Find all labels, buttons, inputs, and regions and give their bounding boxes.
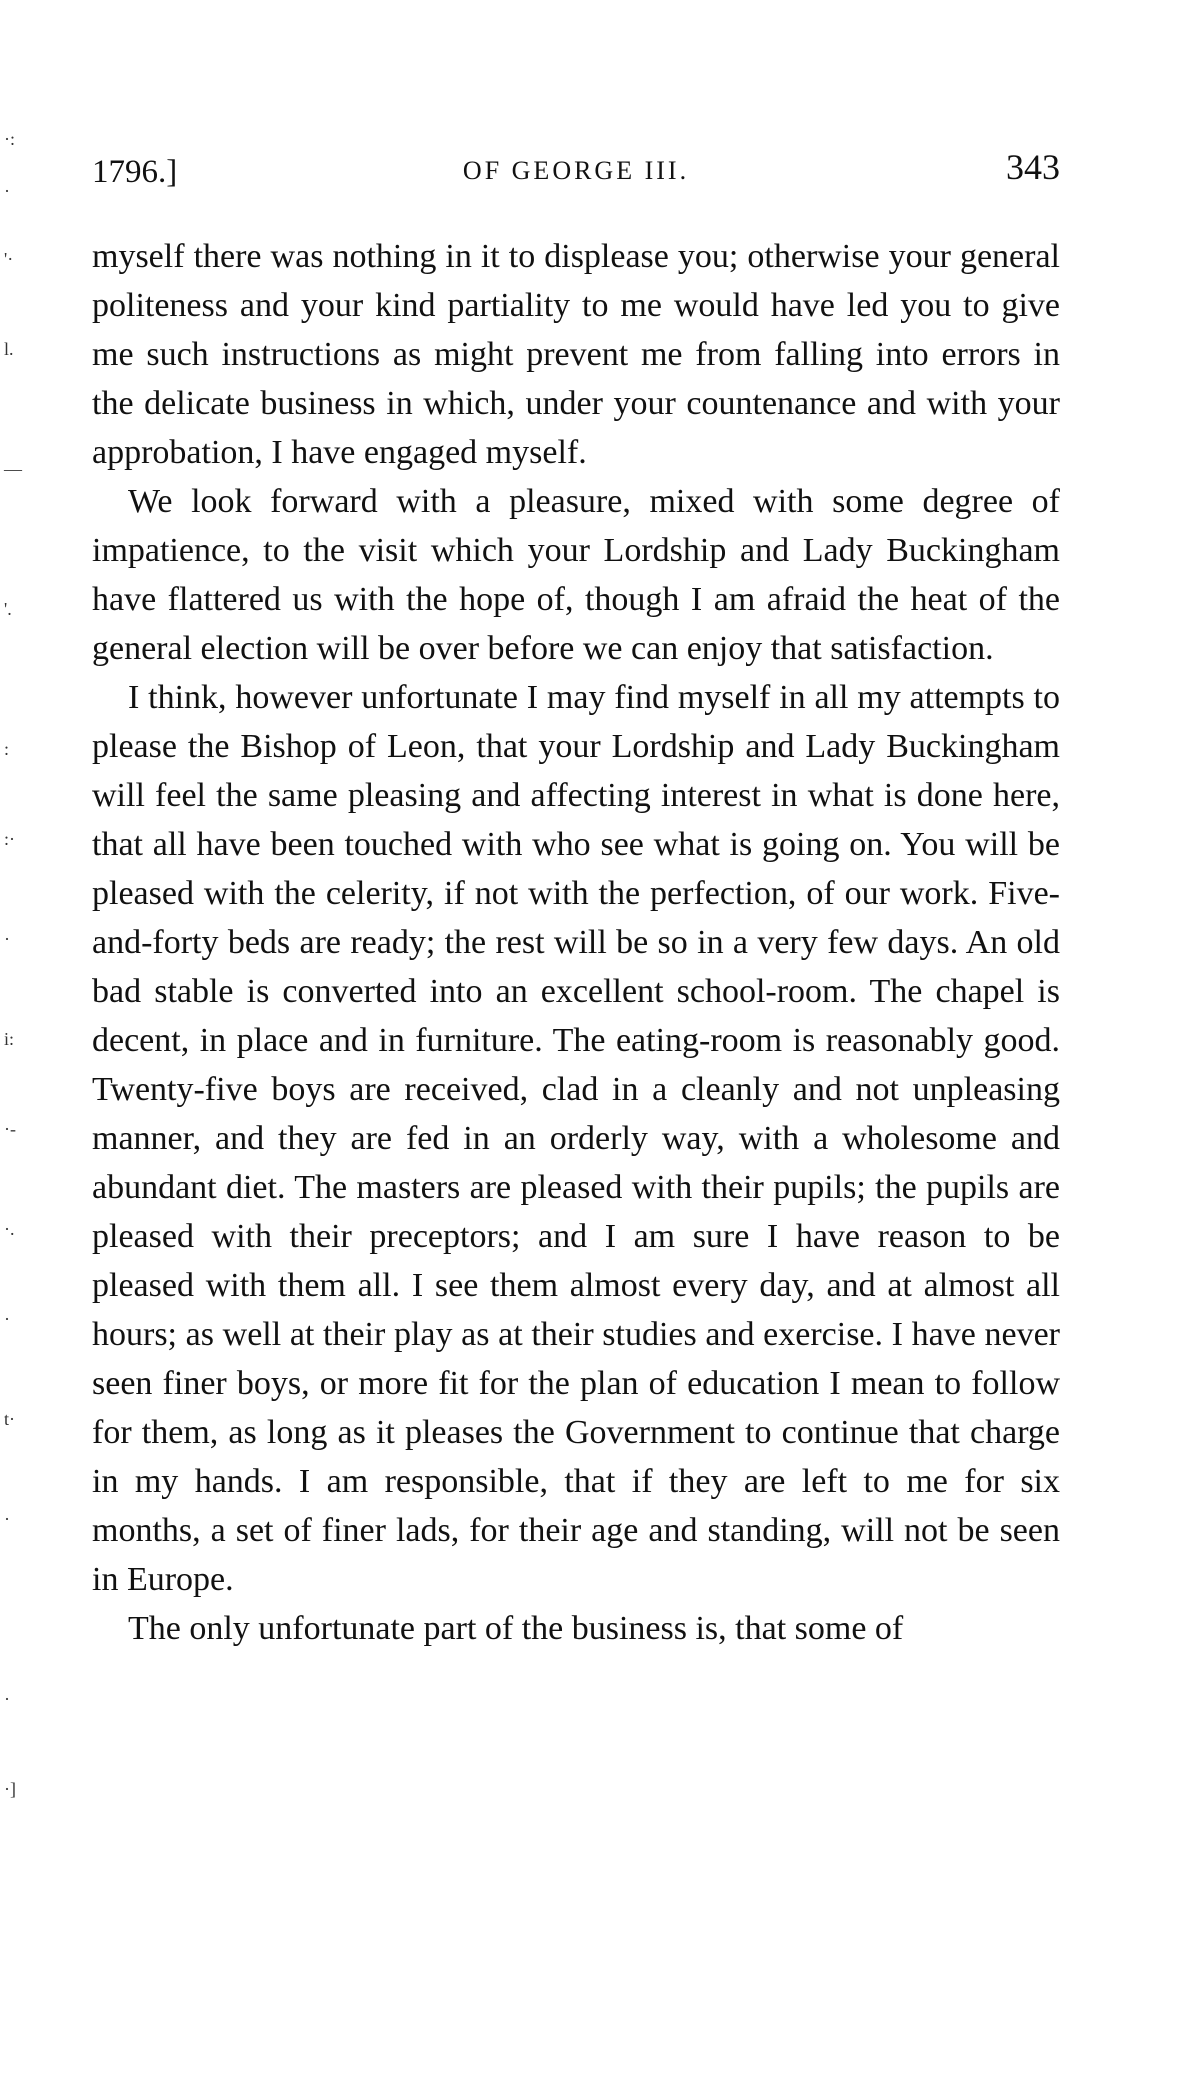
letter-body (92, 232, 1060, 1653)
paragraph: I think, however unfortunate I may find myself in all my attempts to please the Bishop of Leon, that your Lordship and Lady Buckingham will feel the same pleasing and affecting interest in what is done here, that all have been touched with who see what is going on. You will be pleased with the celerity, if not with the perfection, of our work. Five-and-forty beds are ready; the rest will be so in a very few days. An old bad stable is converted into an excellent school-room. The chapel is decent, in place and in furniture. The eating-room is reasonably good. Twenty-five boys are received, clad in a cleanly and not unpleasing manner, and they are fed in an orderly way, with a wholesome and abundant diet. The masters are pleased with their pupils; the pupils are pleased with their preceptors; and I am sure I have reason to be pleased with them all. I see them almost every day, and at almost all hours; as well at their play as at their studies and exercise. I have never seen finer boys, or more fit for the plan of education I mean to follow for them, as long as it pleases the Government to continue that charge in my hands. I am responsible, that if they are left to me for six months, a set of finer lads, for their age and standing, will not be seen in Europe. (92, 679, 1060, 1598)
facing-page-bleed: ·: · '· l. — '. : :· · i: ·- ·. · t· · · ·] (4, 129, 22, 1799)
header-title: OF GEORGE III. (462, 156, 690, 185)
paragraph: The only unfortunate part of the business is, that some of (128, 1610, 904, 1647)
header-year: 1796.] (92, 154, 178, 190)
running-head (92, 146, 1060, 190)
paragraph: myself there was nothing in it to displease you; otherwise your general politeness and your kind partiality to me would have led you to give me such instructions as might prevent me from falling into errors in the delicate business in which, under your countenance and with your approbation, I have engaged myself. (92, 238, 1060, 471)
paragraph: We look forward with a pleasure, mixed with some degree of impatience, to the visit which your Lordship and Lady Buckingham have flattered us with the hope of, though I am afraid the heat of the general election will be over before we can enjoy that satisfaction. (92, 483, 1060, 667)
page-number: 343 (1006, 147, 1060, 187)
